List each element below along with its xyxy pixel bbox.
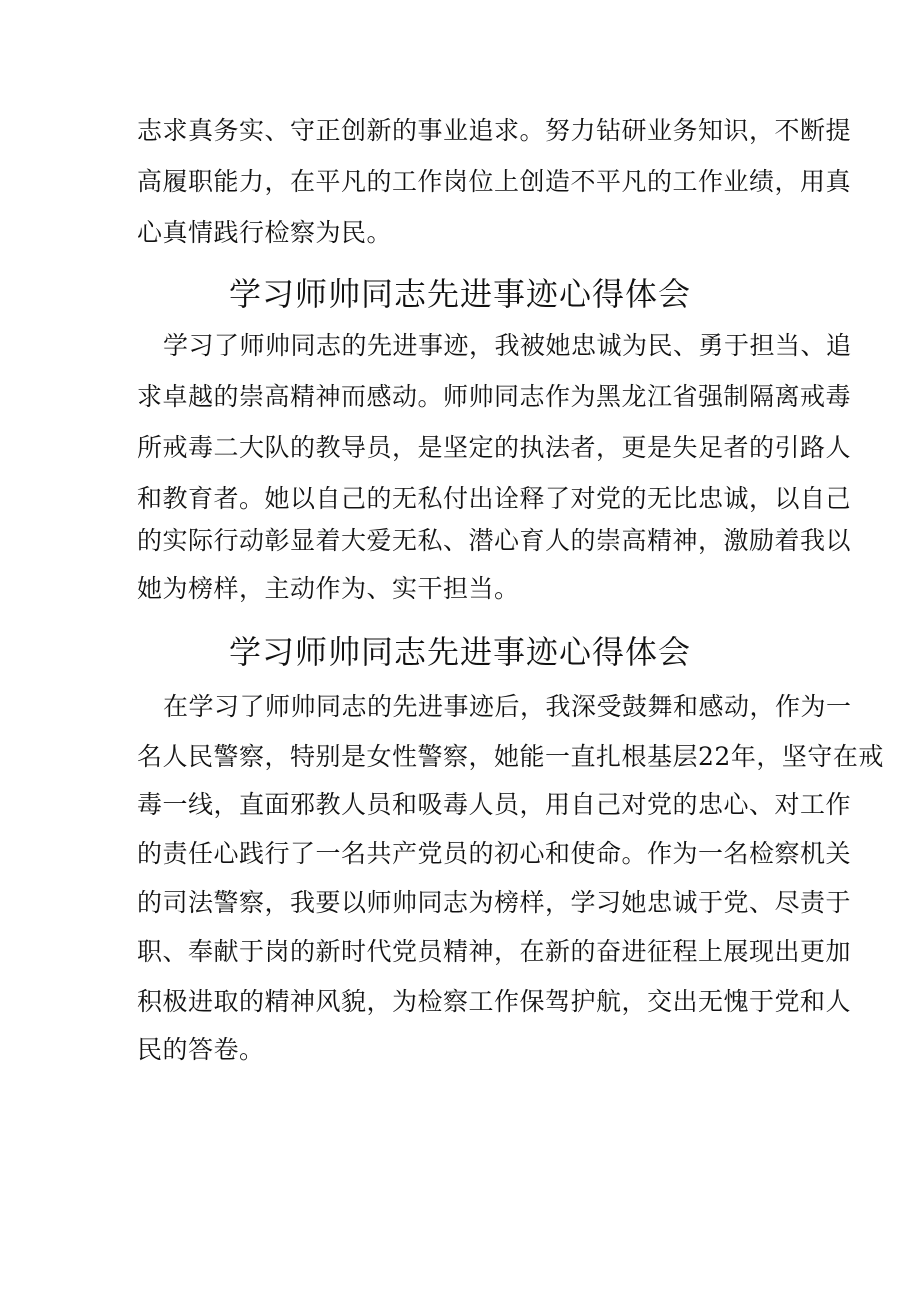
section-title: 学习师帅同志先进事迹心得体会 <box>228 633 691 671</box>
paragraph-line: 高履职能力，在平凡的工作岗位上创造不平凡的工作业绩，用真 <box>137 167 852 196</box>
paragraph-line: 所戒毒二大队的教导员，是坚定的执法者，更是失足者的引路人 <box>137 433 852 462</box>
paragraph-line: 和教育者。她以自己的无私付出诠释了对党的无比忠诚，以自己 <box>137 484 852 513</box>
paragraph-line: 的责任心践行了一名共产党员的初心和使命。作为一名检察机关 <box>137 839 852 868</box>
paragraph-line: 求卓越的崇高精神而感动。师帅同志作为黑龙江省强制隔离戒毒 <box>137 382 852 411</box>
paragraph-line: 的司法警察，我要以师帅同志为榜样，学习她忠诚于党、尽责于 <box>137 888 852 917</box>
paragraph-line: 积极进取的精神风貌，为检察工作保驾护航，交出无愧于党和人 <box>137 987 852 1016</box>
paragraph-line: 名人民警察，特别是女性警察，她能一直扎根基层22年，坚守在戒 <box>137 742 884 771</box>
paragraph-line: 民的答卷。 <box>137 1035 265 1064</box>
paragraph-line: 的实际行动彰显着大爱无私、潜心育人的崇高精神，激励着我以 <box>137 526 852 555</box>
paragraph-line: 在学习了师帅同志的先进事迹后，我深受鼓舞和感动，作为一 <box>163 692 852 721</box>
paragraph-line: 心真情践行检察为民。 <box>137 218 393 247</box>
paragraph-line: 学习了师帅同志的先进事迹，我被她忠诚为民、勇于担当、追 <box>163 331 852 360</box>
paragraph-line: 职、奉献于岗的新时代党员精神，在新的奋进征程上展现出更加 <box>137 937 852 966</box>
paragraph-line: 志求真务实、守正创新的事业追求。努力钻研业务知识，不断提 <box>137 116 852 145</box>
section-title: 学习师帅同志先进事迹心得体会 <box>228 275 691 313</box>
paragraph-line: 她为榜样，主动作为、实干担当。 <box>137 574 520 603</box>
paragraph-line: 毒一线，直面邪教人员和吸毒人员，用自己对党的忠心、对工作 <box>137 790 852 819</box>
